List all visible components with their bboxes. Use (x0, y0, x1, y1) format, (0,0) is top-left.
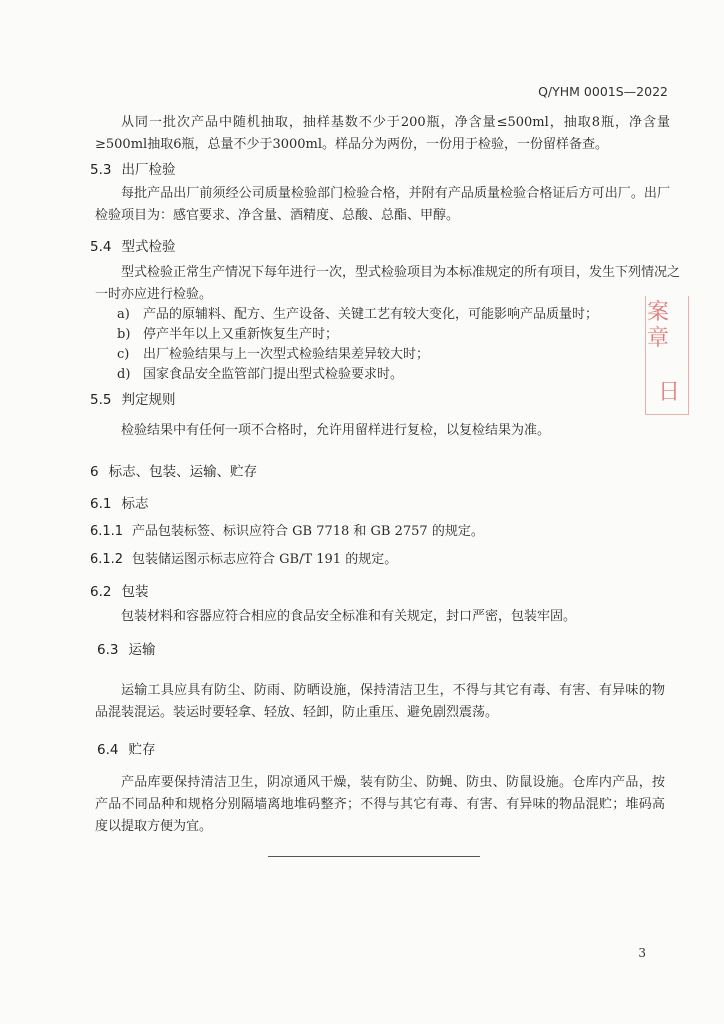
clause-6-1-1 (90, 522, 484, 542)
clause-text: 包装储运图示标志应符合 GB/T 191 的规定。 (132, 552, 398, 567)
list-text: 停产半年以上又重新恢复生产时； (143, 327, 339, 342)
heading-title: 包装 (121, 584, 149, 600)
heading-6-4 (97, 738, 155, 758)
paragraph: 检验结果中有任何一项不合格时，允许用留样进行复检，以复检结果为准。 (121, 423, 551, 438)
paragraph: 型式检验正常生产情况下每年进行一次，型式检验项目为本标准规定的所有项目，发生下列情况之一时亦应进行检验。 (95, 265, 681, 302)
list-text: 出厂检验结果与上一次型式检验结果差异较大时； (143, 347, 430, 362)
section-6-4-body (95, 772, 665, 838)
section-6-2-body (95, 606, 670, 628)
stamp-text: 案章 (647, 300, 670, 351)
page-number: 3 (638, 946, 646, 960)
section-5-5-body (95, 420, 670, 442)
heading-5-5 (90, 388, 175, 408)
heading-number: 5.5 (90, 392, 112, 408)
heading-5-3 (90, 158, 175, 178)
heading-number: 5.4 (90, 239, 112, 255)
heading-title: 型式检验 (121, 239, 176, 255)
list-item (117, 345, 429, 365)
heading-title: 判定规则 (121, 392, 176, 408)
heading-number: 6.3 (97, 642, 119, 658)
heading-number: 5.3 (90, 162, 112, 178)
section-5-3-body (95, 183, 670, 227)
paragraph: 每批产品出厂前须经公司质量检验部门检验合格，并附有产品质量检验合格证后方可出厂。出厂检验项目为：感官要求、净含量、酒精度、总酸、总酯、甲醇。 (95, 186, 670, 223)
heading-6 (90, 460, 257, 480)
heading-number: 6.2 (90, 584, 112, 600)
list-mark: b) (117, 327, 131, 342)
paragraph: 运输工具应具有防尘、防雨、防晒设施，保持清洁卫生，不得与其它有毒、有害、有异味的物品混装混运。装运时要轻拿、轻放、轻卸，防止重压、避免剧烈震荡。 (95, 683, 665, 720)
list-text: 产品的原辅料、配方、生产设备、关键工艺有较大变化，可能影响产品质量时； (143, 307, 599, 322)
list-item (117, 365, 403, 385)
heading-6-1 (90, 492, 148, 512)
heading-6-2 (90, 580, 148, 600)
heading-title: 出厂检验 (121, 162, 176, 178)
heading-title: 运输 (128, 642, 156, 658)
section-5-4-body (95, 262, 680, 306)
end-rule (268, 856, 480, 857)
clause-text: 产品包装标签、标识应符合 GB 7718 和 GB 2757 的规定。 (132, 524, 484, 539)
paragraph: 包装材料和容器应符合相应的食品安全标准和有关规定，封口严密，包装牢固。 (121, 609, 577, 624)
clause-6-1-2 (90, 550, 397, 570)
heading-title: 标志 (121, 496, 149, 512)
paragraph: 产品库要保持清洁卫生，阴凉通风干燥，装有防尘、防蝇、防虫、防鼠设施。仓库内产品，按产品不同品种和规格分别隔墙离地堆码整齐；不得与其它有毒、有害、有异味的物品混贮；堆码高度以提取方便为宜。 (95, 775, 665, 834)
section-5-2-continuation (95, 112, 670, 156)
heading-number: 6.1 (90, 496, 112, 512)
list-mark: a) (117, 307, 130, 322)
list-item (117, 325, 338, 345)
heading-number: 6.4 (97, 742, 119, 758)
heading-title: 标志、包装、运输、贮存 (108, 464, 258, 480)
standard-number: Q/YHM 0001S—2022 (538, 84, 668, 99)
list-item (117, 305, 598, 325)
section-6-3-body (95, 680, 665, 724)
heading-5-4 (90, 235, 175, 255)
heading-6-3 (97, 638, 155, 658)
clause-number: 6.1.2 (90, 552, 124, 567)
clause-number: 6.1.1 (90, 524, 124, 539)
heading-number: 6 (90, 464, 99, 480)
stamp-text: 日 (658, 380, 681, 405)
list-mark: d) (117, 367, 131, 382)
list-mark: c) (117, 347, 130, 362)
heading-title: 贮存 (128, 742, 156, 758)
paragraph: 从同一批次产品中随机抽取，抽样基数不少于200瓶，净含量≤500ml，抽取8瓶，净含量≥500ml抽取6瓶，总量不少于3000ml。样品分为两份，一份用于检验，一份留样备查。 (95, 115, 670, 152)
list-text: 国家食品安全监管部门提出型式检验要求时。 (143, 367, 404, 382)
